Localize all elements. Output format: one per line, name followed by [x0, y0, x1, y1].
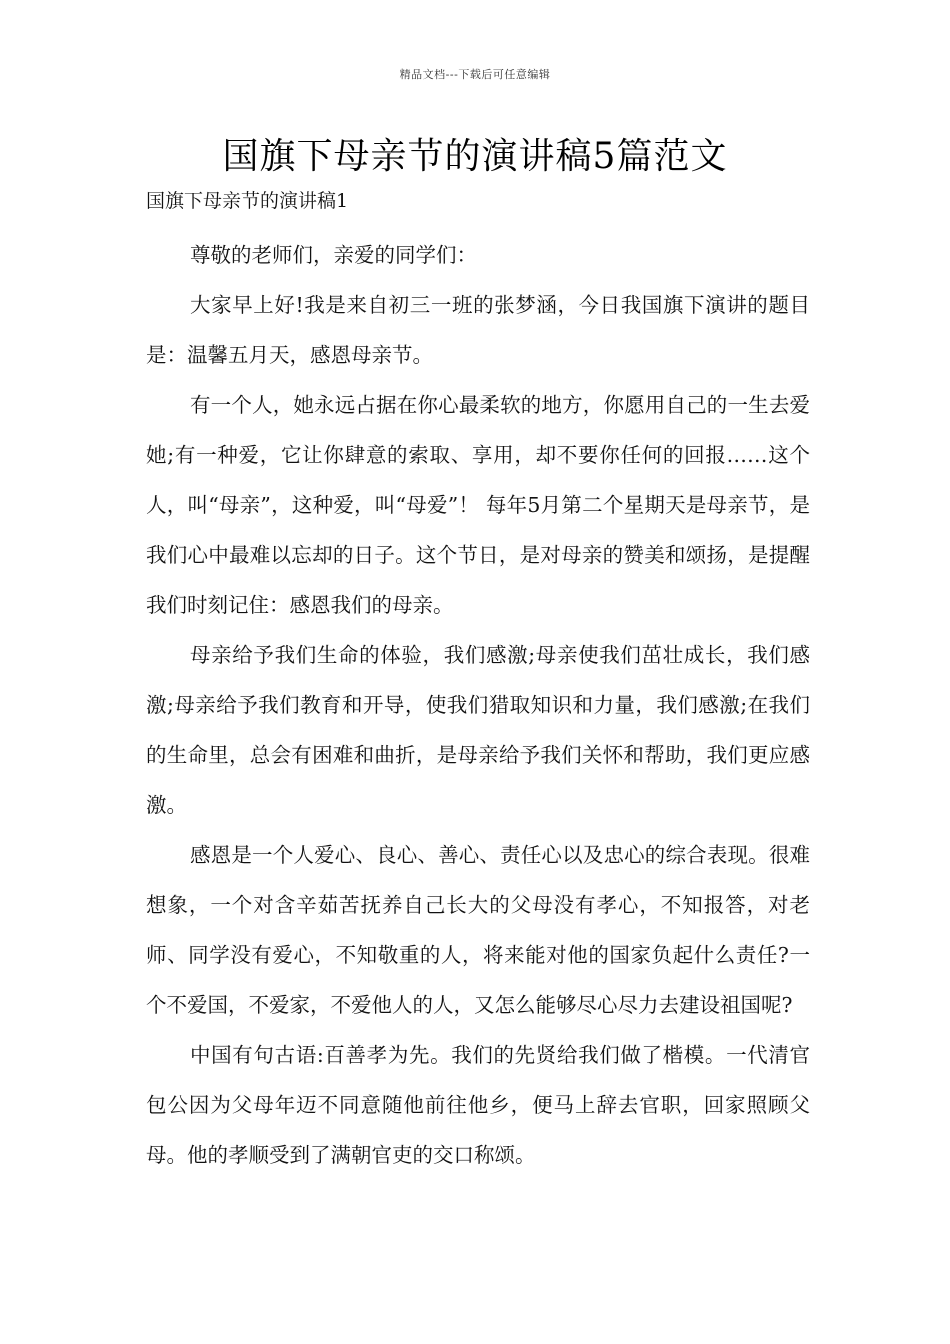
paragraph: 母亲给予我们生命的体验，我们感激;母亲使我们茁壮成长，我们感激;母亲给予我们教育和开导，使我们猎取知识和力量，我们感激;在我们的生命里，总会有困难和曲折，是母亲给予我们关怀和帮助，我们更应感激。	[146, 643, 810, 817]
paragraph: 中国有句古语:百善孝为先。我们的先贤给我们做了楷模。一代清官包公因为父母年迈不同意随他前往他乡，便马上辞去官职，回家照顾父母。他的孝顺受到了满朝官吏的交口称颂。	[146, 1043, 810, 1167]
paragraph: 有一个人，她永远占据在你心最柔软的地方，你愿用自己的一生去爱她;有一种爱，它让你肆意的索取、享用，却不要你任何的回报……这个人，叫“母亲”，这种爱，叫“母爱”！ 每年5月第二个星期天是母亲节，是我们心中最难以忘却的日子。这个节日，是对母亲的赞美和颂扬，是提醒我们时刻记住：感恩我们的母亲。	[146, 393, 810, 617]
page-header: 精品文档---下载后可任意编辑	[399, 68, 551, 81]
paragraph: 感恩是一个人爱心、良心、善心、责任心以及忠心的综合表现。很难想象，一个对含辛茹苦抚养自己长大的父母没有孝心，不知报答，对老师、同学没有爱心，不知敬重的人，将来能对他的国家负起什么责任?一个不爱国，不爱家，不爱他人的人，又怎么能够尽心尽力去建设祖国呢?	[146, 843, 810, 1017]
section-heading: 国旗下母亲节的演讲稿1	[146, 190, 349, 212]
document-title: 国旗下母亲节的演讲稿5篇范文	[222, 136, 728, 177]
paragraph: 大家早上好!我是来自初三一班的张梦涵，今日我国旗下演讲的题目是：温馨五月天，感恩母亲节。	[146, 293, 810, 367]
paragraph-greeting: 尊敬的老师们，亲爱的同学们：	[190, 243, 477, 267]
document-body	[146, 230, 810, 1180]
